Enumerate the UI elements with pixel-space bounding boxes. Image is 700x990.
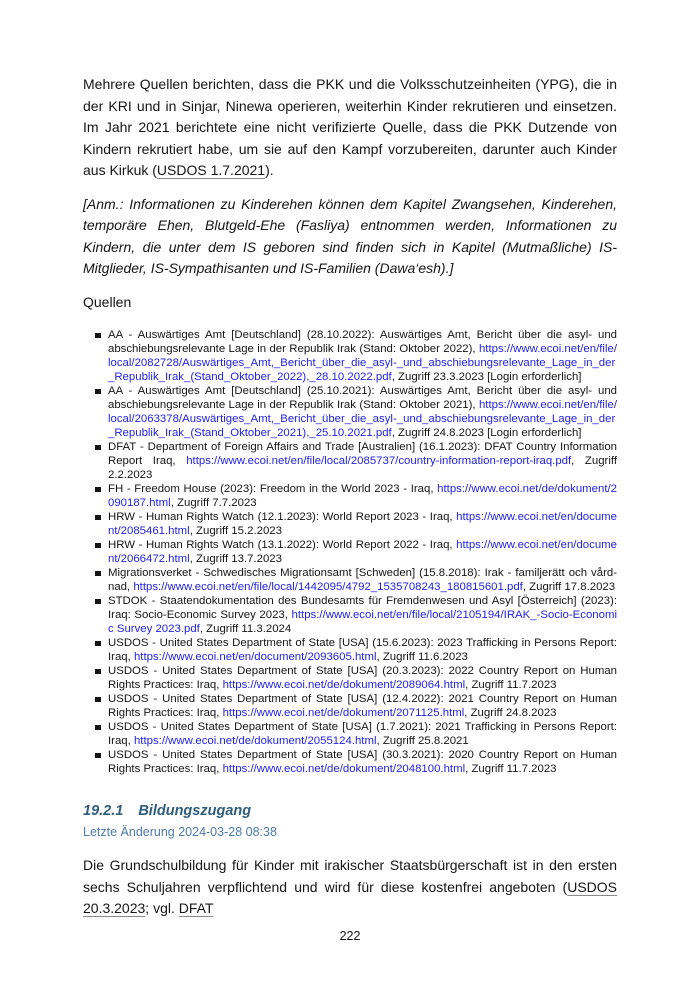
citation-link[interactable]: USDOS 20.3.2023 xyxy=(83,878,617,916)
bullet-square-icon xyxy=(95,669,101,675)
sources-heading: Quellen xyxy=(83,293,132,310)
source-url-link[interactable]: https://www.ecoi.net/en/file/local/2105194/IRAK_-Socio-Economic Survey 2023.pdf xyxy=(108,609,617,635)
source-text: USDOS - United States Department of State [USA] (1.7.2021): 2021 Trafficking in Persons Report: Iraq, https://www.ecoi.net/de/dokument/2055124.html, Zugriff 25.8.2021 xyxy=(108,721,617,747)
source-text: HRW - Human Rights Watch (12.1.2023): World Report 2023 - Iraq, https://www.ecoi.net/en/document/2085461.html, Zugriff 15.2.2023 xyxy=(108,511,617,537)
bullet-square-icon xyxy=(95,725,101,731)
source-url-link[interactable]: https://www.ecoi.net/en/file/local/2085737/country-information-report-iraq.pdf xyxy=(186,455,572,467)
page-content xyxy=(83,74,617,920)
page-number: 222 xyxy=(339,929,361,943)
bullet-square-icon xyxy=(95,389,101,395)
section-title: Bildungszugang xyxy=(138,803,252,819)
source-text: AA - Auswärtiges Amt [Deutschland] (25.10.2021): Auswärtiges Amt, Bericht über die asyl- und abschiebungsrelevante Lage in der Republik Irak (Stand: Oktober 2021), https://www.ecoi.net/en/file/local/2063378/Auswärtiges_Amt,_Bericht_über_die_asyl-_und_abschiebungsrelevante_Lage_in_der_Republik_Irak_(Stand_Oktober_2021),_25.10.2021.pdf, Zugriff 24.8.2023 [Login erforderlich] xyxy=(108,385,617,439)
source-item xyxy=(95,636,617,664)
source-url-link[interactable]: https://www.ecoi.net/en/file/local/1442095/4792_1535708243_180815601.pdf xyxy=(133,581,523,593)
bullet-square-icon xyxy=(95,571,101,577)
source-text: USDOS - United States Department of State [USA] (30.3.2021): 2020 Country Report on Human Rights Practices: Iraq, https://www.ecoi.net/de/dokument/2048100.html, Zugriff 11.7.2023 xyxy=(108,749,617,775)
section-heading xyxy=(83,802,617,821)
source-text: USDOS - United States Department of State [USA] (20.3.2023): 2022 Country Report on Human Rights Practices: Iraq, https://www.ecoi.net/de/dokument/2089064.html, Zugriff 11.7.2023 xyxy=(108,665,617,691)
bullet-square-icon xyxy=(95,753,101,759)
source-item xyxy=(95,538,617,566)
source-url-link[interactable]: https://www.ecoi.net/de/dokument/2090187.html xyxy=(108,483,617,509)
source-item xyxy=(95,692,617,720)
source-url-link[interactable]: https://www.ecoi.net/de/dokument/2055124.html xyxy=(133,735,377,747)
bullet-square-icon xyxy=(95,543,101,549)
section-number: 19.2.1 xyxy=(83,803,124,819)
source-item xyxy=(95,664,617,692)
sources-list xyxy=(83,328,617,776)
source-url-link[interactable]: https://www.ecoi.net/de/dokument/2089064.html xyxy=(222,679,466,691)
bullet-square-icon xyxy=(95,445,101,451)
source-url-link[interactable]: https://www.ecoi.net/en/document/2093605.html xyxy=(133,651,377,663)
source-url-link[interactable]: https://www.ecoi.net/de/dokument/2071125.html xyxy=(222,707,465,719)
bullet-square-icon xyxy=(95,697,101,703)
source-item xyxy=(95,720,617,748)
bullet-square-icon xyxy=(95,515,101,521)
source-url-link[interactable]: https://www.ecoi.net/en/document/2085461.html xyxy=(108,511,617,537)
source-item xyxy=(95,594,617,636)
citation-link[interactable]: USDOS 1.7.2021 xyxy=(156,162,266,178)
source-item xyxy=(95,510,617,538)
last-change-timestamp: Letzte Änderung 2024-03-28 08:38 xyxy=(83,825,277,839)
source-item xyxy=(95,384,617,440)
bullet-square-icon xyxy=(95,599,101,605)
source-text: STDOK - Staatendokumentation des Bundesamts für Fremdenwesen und Asyl [Österreich] (2023): Iraq: Socio-Economic Survey 2023, https://www.ecoi.net/en/file/local/2105194/IRAK_-Socio-Economic Survey 2023.pdf, Zugriff 11.3.2024 xyxy=(108,595,617,635)
bullet-square-icon xyxy=(95,333,101,339)
source-url-link[interactable]: https://www.ecoi.net/en/document/2066472.html xyxy=(108,539,617,565)
source-text: DFAT - Department of Foreign Affairs and Trade [Australien] (16.1.2023): DFAT Country Information Report Iraq, https://www.ecoi.net/en/file/local/2085737/country-information-report-iraq.pdf, Zugriff 2.2.2023 xyxy=(108,441,618,481)
source-item xyxy=(95,482,617,510)
source-item xyxy=(95,328,617,384)
source-url-link[interactable]: https://www.ecoi.net/en/file/local/2063378/Auswärtiges_Amt,_Bericht_über_die_asyl-_und_abschiebungsrelevante_Lage_in_der_Republik_Irak_(Stand_Oktober_2021),_25.10.2021.pdf xyxy=(108,399,617,439)
source-text: USDOS - United States Department of State [USA] (15.6.2023): 2023 Trafficking in Persons Report: Iraq, https://www.ecoi.net/en/document/2093605.html, Zugriff 11.6.2023 xyxy=(108,637,617,663)
paragraph-education: Die Grundschulbildung für Kinder mit irakischer Staatsbürgerschaft ist in den ersten sechs Schuljahren verpflichtend und wird für diese kostenfrei angeboten (USDOS 20.3.2023; vgl. DFAT xyxy=(83,857,617,916)
bullet-square-icon xyxy=(95,641,101,647)
source-item xyxy=(95,748,617,776)
source-text: FH - Freedom House (2023): Freedom in the World 2023 - Iraq, https://www.ecoi.net/de/dokument/2090187.html, Zugriff 7.7.2023 xyxy=(108,483,617,509)
source-text: HRW - Human Rights Watch (13.1.2022): World Report 2022 - Iraq, https://www.ecoi.net/en/document/2066472.html, Zugriff 13.7.2023 xyxy=(108,539,617,565)
paragraph-pkk-recruitment: Mehrere Quellen berichten, dass die PKK und die Volksschutzeinheiten (YPG), die in der KRI und in Sinjar, Ninewa operieren, weiterhin Kinder rekrutieren und einsetzen. Im Jahr 2021 berichtete eine nicht verifizierte Quelle, dass die PKK Dutzende von Kindern rekrutiert habe, um sie auf den Kampf vorzubereiten, darunter auch Kinder aus Kirkuk (USDOS 1.7.2021). xyxy=(83,76,617,178)
source-url-link[interactable]: https://www.ecoi.net/en/file/local/2082728/Auswärtiges_Amt,_Bericht_über_die_asyl-_und_abschiebungsrelevante_Lage_in_der_Republik_Irak_(Stand_Oktober_2022),_28.10.2022.pdf xyxy=(108,343,617,383)
source-item xyxy=(95,440,617,482)
citation-link[interactable]: DFAT xyxy=(178,900,214,916)
bullet-square-icon xyxy=(95,487,101,493)
source-item xyxy=(95,566,617,594)
source-text: AA - Auswärtiges Amt [Deutschland] (28.10.2022): Auswärtiges Amt, Bericht über die asyl- und abschiebungsrelevante Lage in der Republik Irak (Stand: Oktober 2022), https://www.ecoi.net/en/file/local/2082728/Auswärtiges_Amt,_Bericht_über_die_asyl-_und_abschiebungsrelevante_Lage_in_der_Republik_Irak_(Stand_Oktober_2022),_28.10.2022.pdf, Zugriff 23.3.2023 [Login erforderlich] xyxy=(108,329,617,383)
source-text: Migrationsverket - Schwedisches Migrationsamt [Schweden] (15.8.2018): Irak - familjerätt och vårdnad, https://www.ecoi.net/en/file/local/1442095/4792_1535708243_180815601.pdf, Zugriff 17.8.2023 xyxy=(108,567,617,593)
source-url-link[interactable]: https://www.ecoi.net/de/dokument/2048100.html xyxy=(222,763,466,775)
source-text: USDOS - United States Department of State [USA] (12.4.2022): 2021 Country Report on Human Rights Practices: Iraq, https://www.ecoi.net/de/dokument/2071125.html, Zugriff 24.8.2023 xyxy=(108,693,617,719)
paragraph-note-kinderehen: [Anm.: Informationen zu Kinderehen können dem Kapitel Zwangsehen, Kinderehen, temporäre Ehen, Blutgeld-Ehe (Fasliya) entnommen werden, Informationen zu Kindern, die unter dem IS geboren sind finden sich in Kapitel (Mutmaßliche) IS-Mitglieder, IS-Sympathisanten und IS-Familien (Dawa‘esh).] xyxy=(83,195,617,276)
